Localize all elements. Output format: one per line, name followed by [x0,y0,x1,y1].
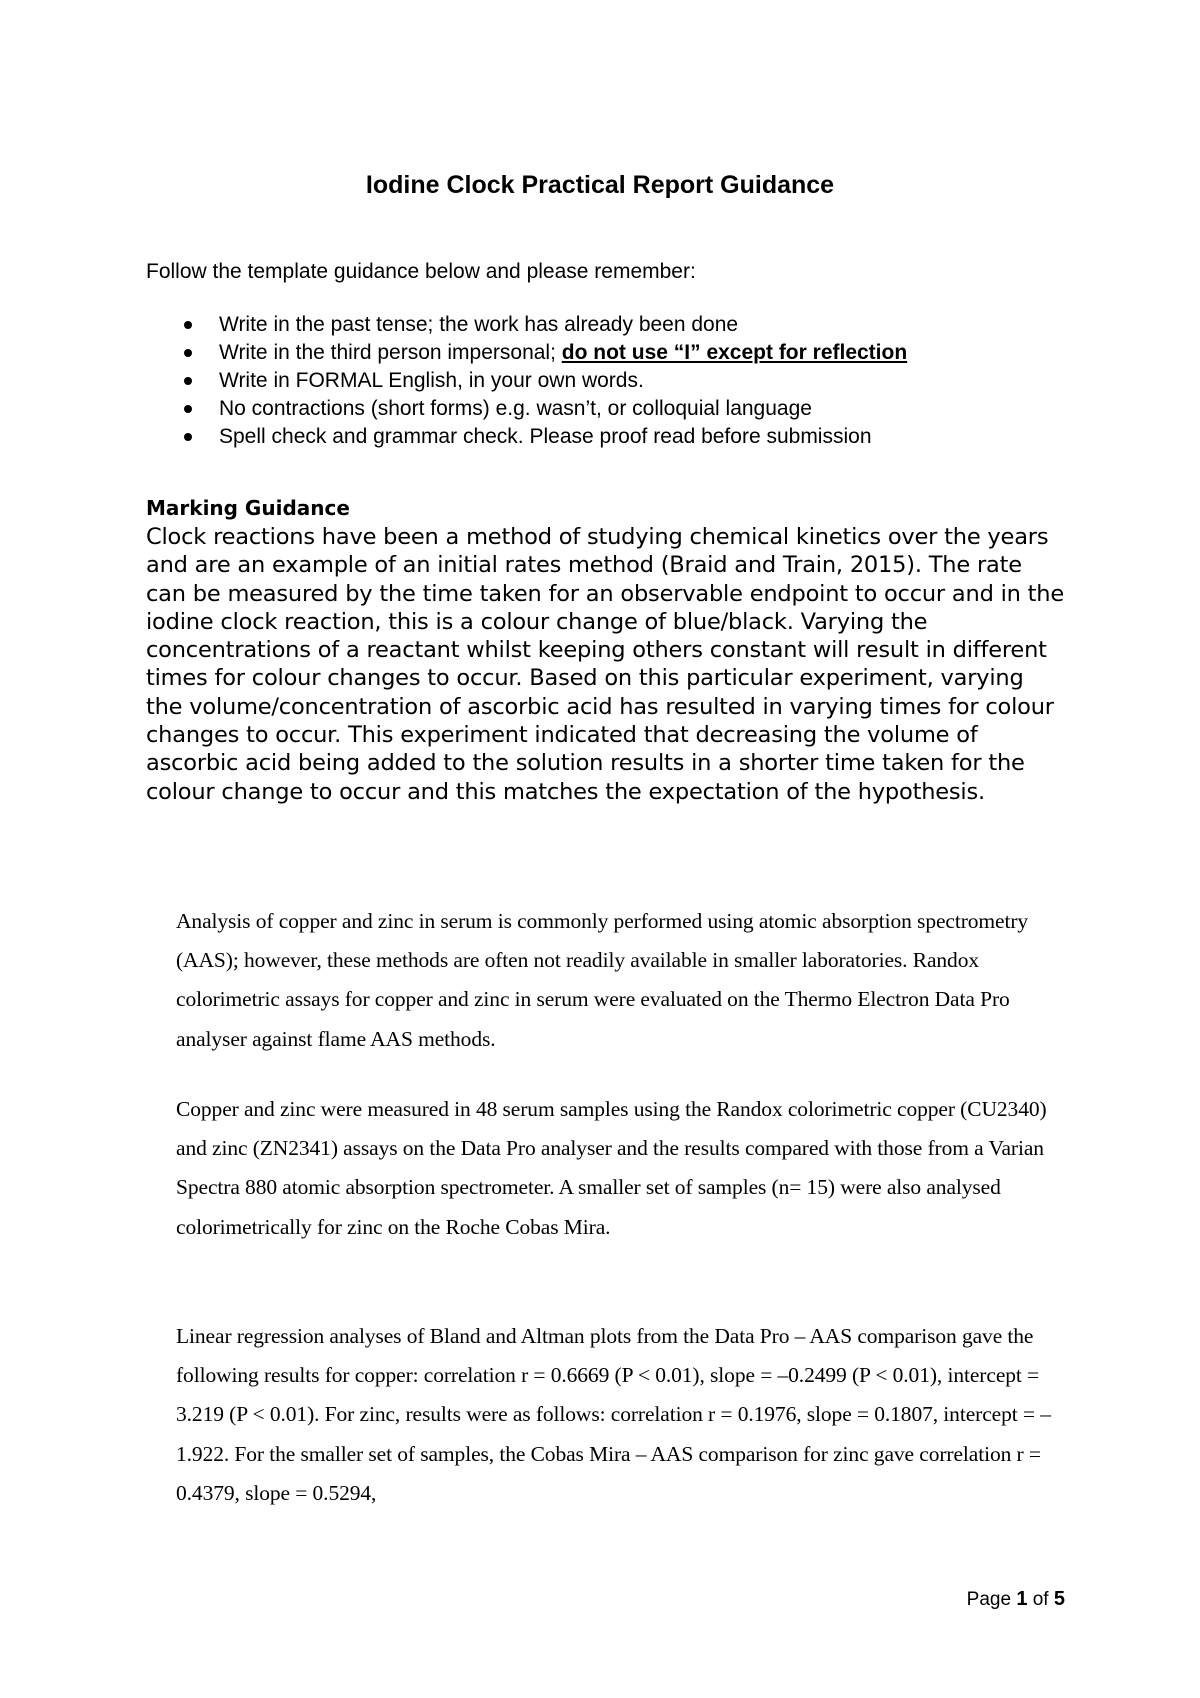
emphasis-text: do not use “I” except for reflection [561,341,908,364]
bullet-item: Write in FORMAL English, in your own words. [146,367,907,395]
document-title: Iodine Clock Practical Report Guidance [365,171,835,199]
bullet-item: Write in the past tense; the work has already been done [146,311,907,339]
bullet-item: Write in the third person impersonal; do not use “I” except for reflection [146,339,907,367]
of-label: of [1032,1589,1049,1610]
page-label: Page [966,1589,1012,1610]
bullet-item: Spell check and grammar check. Please proof read before submission [146,423,907,451]
page-number-footer [967,1585,1065,1614]
total-page-number: 5 [1053,1588,1065,1610]
current-page-number: 1 [1016,1588,1028,1610]
guidance-bullet-list [146,311,907,451]
marking-guidance-paragraph: Clock reactions have been a method of studying chemical kinetics over the years and are an example of an initial rates method (Braid and Train, 2015). The rate can be measured by the time taken for an observable endpoint to occur and in the iodine clock reaction, this is a colour change of blue/black. Varying the concentrations of a reactant whilst keeping others constant will result in different times for colour changes to occur. Based on this particular experiment, varying the volume/concentration of ascorbic acid has resulted in varying times for colour changes to occur. This experiment indicated that decreasing the volume of ascorbic acid being added to the solution results in a shorter time taken for the colour change to occur and this matches the expectation of the hypothesis. [146,524,1065,805]
abstract-paragraph: Copper and zinc were measured in 48 serum samples using the Randox colorimetric copper (CU2340) and zinc (ZN2341) assays on the Data Pro analyser and the results compared with those from a Varian Spectra 880 atomic absorption spectrometer. A smaller set of samples (n= 15) were also analysed colorimetrically for zinc on the Roche Cobas Mira. [176,1097,1047,1239]
abstract-paragraph: Linear regression analyses of Bland and Altman plots from the Data Pro – AAS comparison gave the following results for copper: correlation r = 0.6669 (P < 0.01), slope = –0.2499 (P < 0.01), intercept = 3.219 (P < 0.01). For zinc, results were as follows: correlation r = 0.1976, slope = 0.1807, intercept = –1.922. For the smaller set of samples, the Cobas Mira – AAS comparison for zinc gave correlation r = 0.4379, slope = 0.5294, [176,1324,1051,1505]
marking-guidance-heading: Marking Guidance [146,496,350,520]
bullet-item: No contractions (short forms) e.g. wasn’t, or colloquial language [146,395,907,423]
intro-text: Follow the template guidance below and please remember: [146,260,696,283]
abstract-paragraph: Analysis of copper and zinc in serum is commonly performed using atomic absorption spectrometry (AAS); however, these methods are often not readily available in smaller laboratories. Randox colorimetric assays for copper and zinc in serum were evaluated on the Thermo Electron Data Pro analyser against flame AAS methods. [176,909,1029,1051]
